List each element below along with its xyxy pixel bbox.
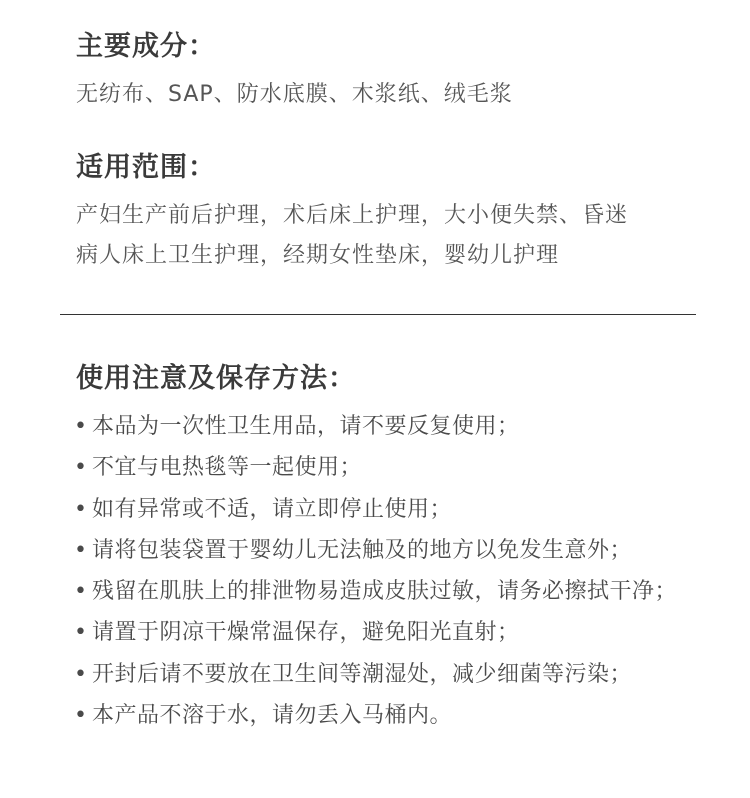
list-item: [74, 406, 677, 447]
list-item: [74, 489, 677, 530]
list-item: [74, 695, 677, 736]
bullet-icon: •: [74, 579, 88, 605]
bullet-icon: •: [74, 661, 88, 687]
notes-list: [74, 406, 677, 736]
scope-line-2: 病人床上卫生护理，经期女性垫床，婴幼儿护理: [76, 243, 560, 268]
list-item: [74, 612, 677, 653]
scope-line-1: 产妇生产前后护理，术后床上护理，大小便失禁、昏迷: [76, 203, 629, 228]
bullet-icon: •: [74, 496, 88, 522]
note-text: 本产品不溶于水，请勿丢入马桶内。: [92, 703, 453, 729]
list-item: [74, 571, 677, 612]
bullet-icon: •: [74, 620, 88, 646]
ingredients-text: 无纺布、SAP、防水底膜、木浆纸、绒毛浆: [76, 82, 513, 107]
note-text: 开封后请不要放在卫生间等潮湿处，减少细菌等污染；: [92, 661, 633, 687]
note-text: 请将包装袋置于婴幼儿无法触及的地方以免发生意外；: [92, 537, 633, 563]
ingredients-heading: 主要成分：: [76, 31, 216, 62]
note-text: 请置于阴凉干燥常温保存，避免阳光直射；: [92, 620, 520, 646]
note-text: 本品为一次性卫生用品，请不要反复使用；: [92, 414, 520, 439]
bullet-icon: •: [74, 703, 88, 729]
note-text: 如有异常或不适，请立即停止使用；: [92, 496, 453, 522]
bullet-icon: •: [74, 537, 88, 563]
list-item: [74, 447, 677, 488]
list-item: [74, 530, 677, 571]
bullet-icon: •: [74, 455, 88, 481]
bullet-icon: •: [74, 414, 88, 439]
note-text: 不宜与电热毯等一起使用；: [92, 455, 363, 481]
notes-heading: 使用注意及保存方法：: [76, 363, 356, 394]
list-item: [74, 654, 677, 695]
scope-heading: 适用范围：: [76, 152, 216, 183]
section-divider: [60, 314, 696, 315]
note-text: 残留在肌肤上的排泄物易造成皮肤过敏，请务必擦拭干净；: [92, 579, 678, 605]
